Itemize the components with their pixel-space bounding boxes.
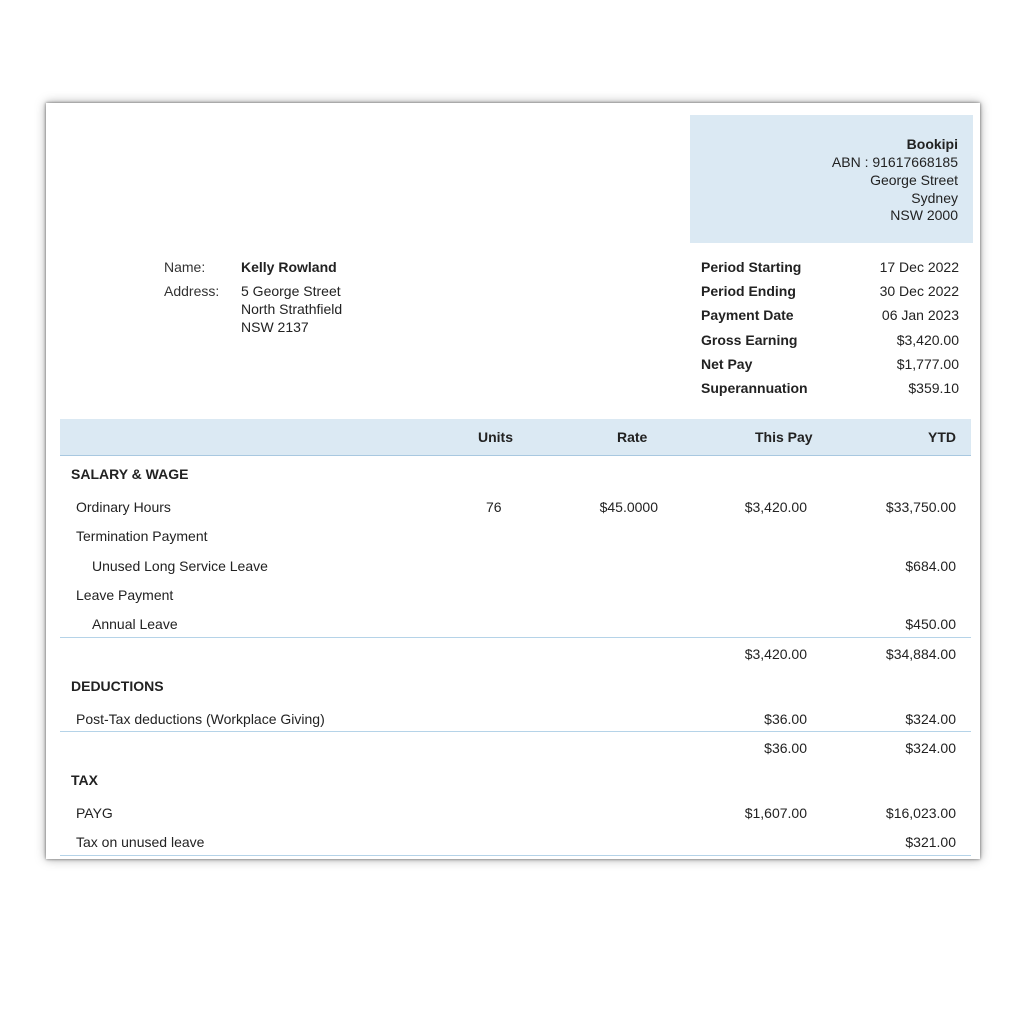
post-tax-deductions-ytd: $324.00 (905, 711, 956, 727)
payment-date-label: Payment Date (701, 307, 794, 323)
salary-total-ytd: $34,884.00 (885, 646, 956, 662)
salary-divider (60, 637, 971, 638)
rate-header: Rate (617, 429, 648, 445)
tax-title: TAX (71, 772, 98, 788)
address-line-3: NSW 2137 (241, 319, 309, 335)
company-city: Sydney (911, 190, 958, 206)
unused-lsl-ytd: $684.00 (905, 558, 956, 574)
period-ending-value: 30 Dec 2022 (879, 283, 959, 299)
company-name: Bookipi (906, 136, 958, 152)
ordinary-hours-label: Ordinary Hours (76, 499, 171, 515)
period-starting-value: 17 Dec 2022 (879, 259, 959, 275)
name-label: Name: (164, 259, 206, 275)
tax-unused-leave-ytd: $321.00 (905, 834, 956, 850)
ordinary-hours-this-pay: $3,420.00 (744, 499, 807, 515)
deductions-total-ytd: $324.00 (905, 740, 956, 756)
payg-label: PAYG (76, 805, 113, 821)
this-pay-header: This Pay (755, 429, 813, 445)
company-info-box (690, 115, 973, 243)
annual-leave-ytd: $450.00 (905, 616, 956, 632)
table-header (60, 419, 971, 456)
company-abn: ABN : 91617668185 (831, 154, 958, 170)
termination-payment-label: Termination Payment (76, 528, 208, 544)
company-street: George Street (870, 172, 958, 188)
superannuation-label: Superannuation (701, 380, 808, 396)
period-ending-label: Period Ending (701, 283, 796, 299)
gross-earning-value: $3,420.00 (896, 332, 959, 348)
payslip-document (46, 103, 980, 859)
net-pay-label: Net Pay (701, 356, 753, 372)
deductions-title: DEDUCTIONS (71, 678, 164, 694)
units-header: Units (478, 429, 513, 445)
employee-name: Kelly Rowland (241, 259, 337, 275)
deductions-divider (60, 731, 971, 732)
annual-leave-label: Annual Leave (92, 616, 178, 632)
ordinary-hours-ytd: $33,750.00 (885, 499, 956, 515)
ytd-header: YTD (928, 429, 956, 445)
company-state-post: NSW 2000 (890, 207, 958, 223)
payg-ytd: $16,023.00 (885, 805, 956, 821)
period-starting-label: Period Starting (701, 259, 802, 275)
tax-divider (60, 855, 971, 856)
tax-unused-leave-label: Tax on unused leave (76, 834, 205, 850)
leave-payment-label: Leave Payment (76, 587, 174, 603)
payment-date-value: 06 Jan 2023 (881, 307, 959, 323)
payg-this-pay: $1,607.00 (744, 805, 807, 821)
salary-wage-title: SALARY & WAGE (71, 466, 189, 482)
ordinary-hours-rate: $45.0000 (599, 499, 658, 515)
address-line-1: 5 George Street (241, 283, 341, 299)
post-tax-deductions-this-pay: $36.00 (764, 711, 807, 727)
post-tax-deductions-label: Post-Tax deductions (Workplace Giving) (76, 711, 325, 727)
salary-total-this-pay: $3,420.00 (744, 646, 807, 662)
unused-lsl-label: Unused Long Service Leave (92, 558, 268, 574)
net-pay-value: $1,777.00 (896, 356, 959, 372)
deductions-total-this-pay: $36.00 (764, 740, 807, 756)
ordinary-hours-units: 76 (486, 499, 502, 515)
address-label: Address: (164, 283, 220, 299)
address-line-2: North Strathfield (241, 301, 343, 317)
gross-earning-label: Gross Earning (701, 332, 798, 348)
superannuation-value: $359.10 (908, 380, 959, 396)
